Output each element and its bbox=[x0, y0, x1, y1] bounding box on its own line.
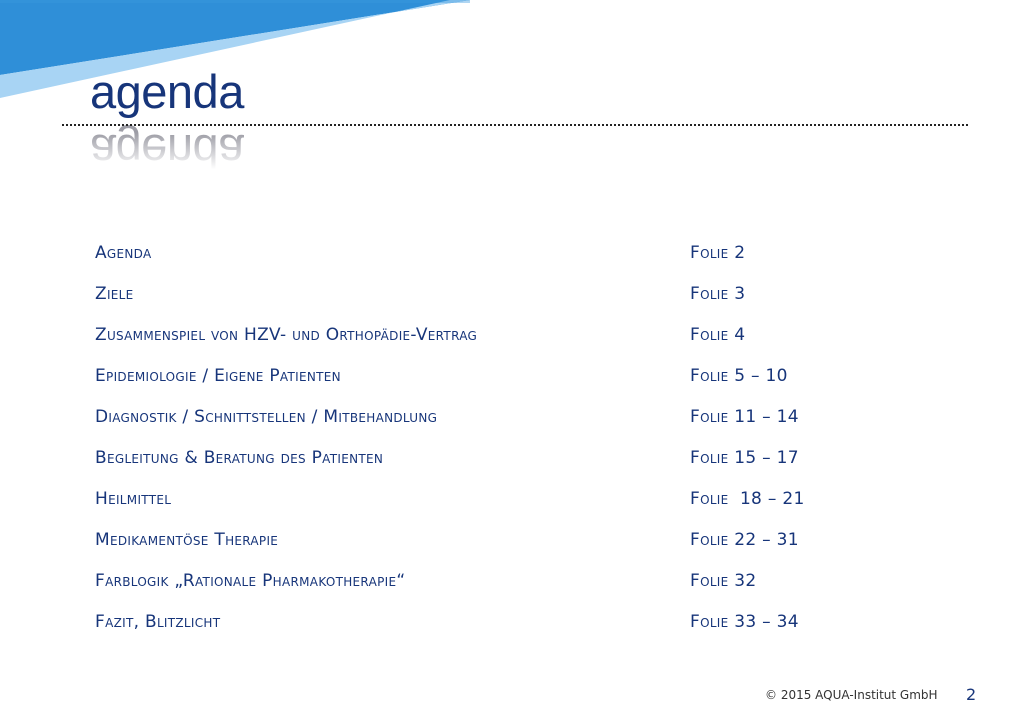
agenda-topic: Epidemiologie / Eigene Patienten bbox=[95, 365, 341, 386]
agenda-topic: Begleitung & Beratung des Patienten bbox=[95, 447, 384, 468]
copyright-footer: © 2015 AQUA-Institut GmbH bbox=[765, 688, 938, 702]
agenda-item bbox=[95, 232, 875, 273]
page-number: 2 bbox=[966, 685, 977, 704]
agenda-item bbox=[95, 273, 875, 314]
agenda-topic: Heilmittel bbox=[95, 488, 172, 509]
agenda-item bbox=[95, 437, 875, 478]
agenda-topic: Medikamentöse Therapie bbox=[95, 529, 279, 550]
agenda-topic: Farblogik „Rationale Pharmakotherapie“ bbox=[95, 570, 406, 591]
agenda-item bbox=[95, 560, 875, 601]
agenda-topic: Diagnostik / Schnittstellen / Mitbehandlung bbox=[95, 406, 438, 427]
agenda-slide-ref: Folie 18 – 21 bbox=[690, 488, 805, 509]
agenda-topic: Fazit, Blitzlicht bbox=[95, 611, 221, 632]
agenda-slide-ref: Folie 3 bbox=[690, 283, 746, 304]
agenda-topic: Agenda bbox=[95, 242, 152, 263]
agenda-slide-ref: Folie 4 bbox=[690, 324, 746, 345]
agenda-item bbox=[95, 601, 875, 642]
agenda-topic: Ziele bbox=[95, 283, 134, 304]
slide-title-reflection: agenda bbox=[90, 121, 244, 181]
agenda-slide-ref: Folie 32 bbox=[690, 570, 757, 591]
agenda-item bbox=[95, 355, 875, 396]
agenda-item bbox=[95, 396, 875, 437]
slide-title: agenda bbox=[90, 65, 244, 118]
agenda-slide-ref: Folie 5 – 10 bbox=[690, 365, 788, 386]
agenda-slide-ref: Folie 22 – 31 bbox=[690, 529, 799, 550]
agenda-item bbox=[95, 314, 875, 355]
agenda-item bbox=[95, 519, 875, 560]
agenda-topic: Zusammenspiel von HZV- und Orthopädie-Vertrag bbox=[95, 324, 478, 345]
agenda-item bbox=[95, 478, 875, 519]
agenda-list bbox=[95, 232, 875, 642]
agenda-slide-ref: Folie 2 bbox=[690, 242, 746, 263]
agenda-slide-ref: Folie 15 – 17 bbox=[690, 447, 799, 468]
agenda-slide-ref: Folie 11 – 14 bbox=[690, 406, 799, 427]
title-divider bbox=[62, 124, 968, 126]
agenda-slide-ref: Folie 33 – 34 bbox=[690, 611, 799, 632]
